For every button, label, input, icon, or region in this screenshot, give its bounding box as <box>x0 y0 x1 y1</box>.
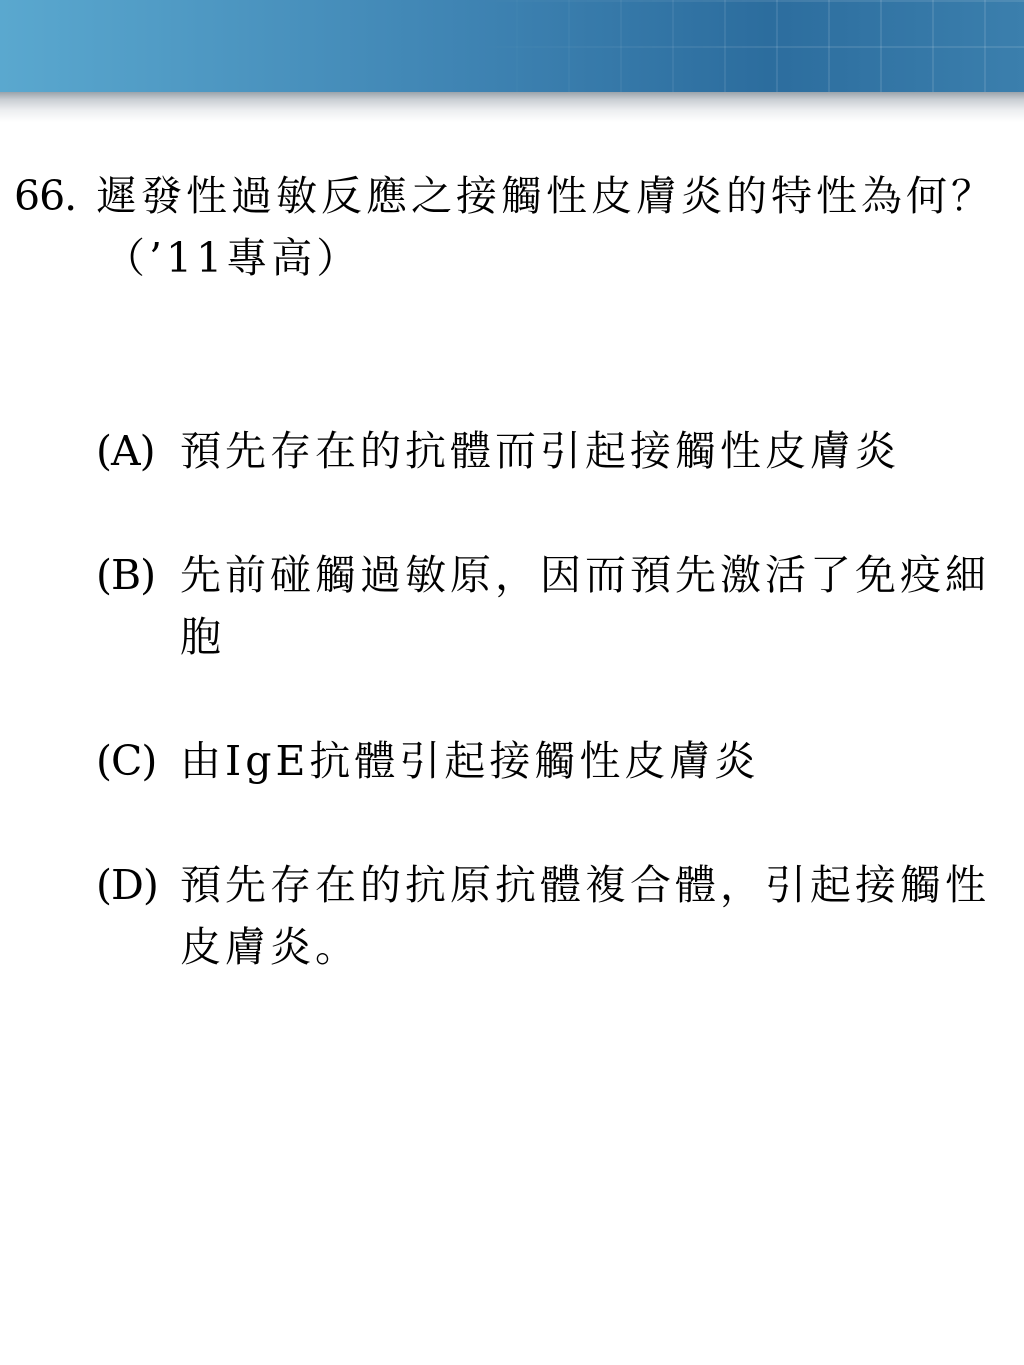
option-label: (C) <box>96 737 157 785</box>
option-text: 先前碰觸過敏原，因而預先激活了免疫細胞 <box>180 551 990 661</box>
option-d <box>96 854 996 978</box>
question-body <box>96 165 1014 289</box>
options-list <box>96 420 996 1040</box>
question-source: （’11專高） <box>104 234 362 282</box>
option-c <box>96 730 996 792</box>
question-block <box>14 165 1014 289</box>
option-label: (D) <box>96 861 158 909</box>
option-b <box>96 544 996 668</box>
question-number: 66. <box>14 172 77 220</box>
header-grid-pattern <box>464 0 1024 92</box>
slide-header-band <box>0 0 1024 92</box>
option-text: 預先存在的抗原抗體複合體，引起接觸性皮膚炎。 <box>180 861 990 971</box>
option-a <box>96 420 996 482</box>
option-text: 預先存在的抗體而引起接觸性皮膚炎 <box>180 427 900 475</box>
header-shadow <box>0 92 1024 122</box>
question-row <box>14 165 1014 289</box>
option-label: (A) <box>96 427 155 475</box>
question-stem: 遲發性過敏反應之接觸性皮膚炎的特性為何？ <box>96 172 996 220</box>
option-text: 由IgE抗體引起接觸性皮膚炎 <box>180 737 760 785</box>
option-label: (B) <box>96 551 156 599</box>
